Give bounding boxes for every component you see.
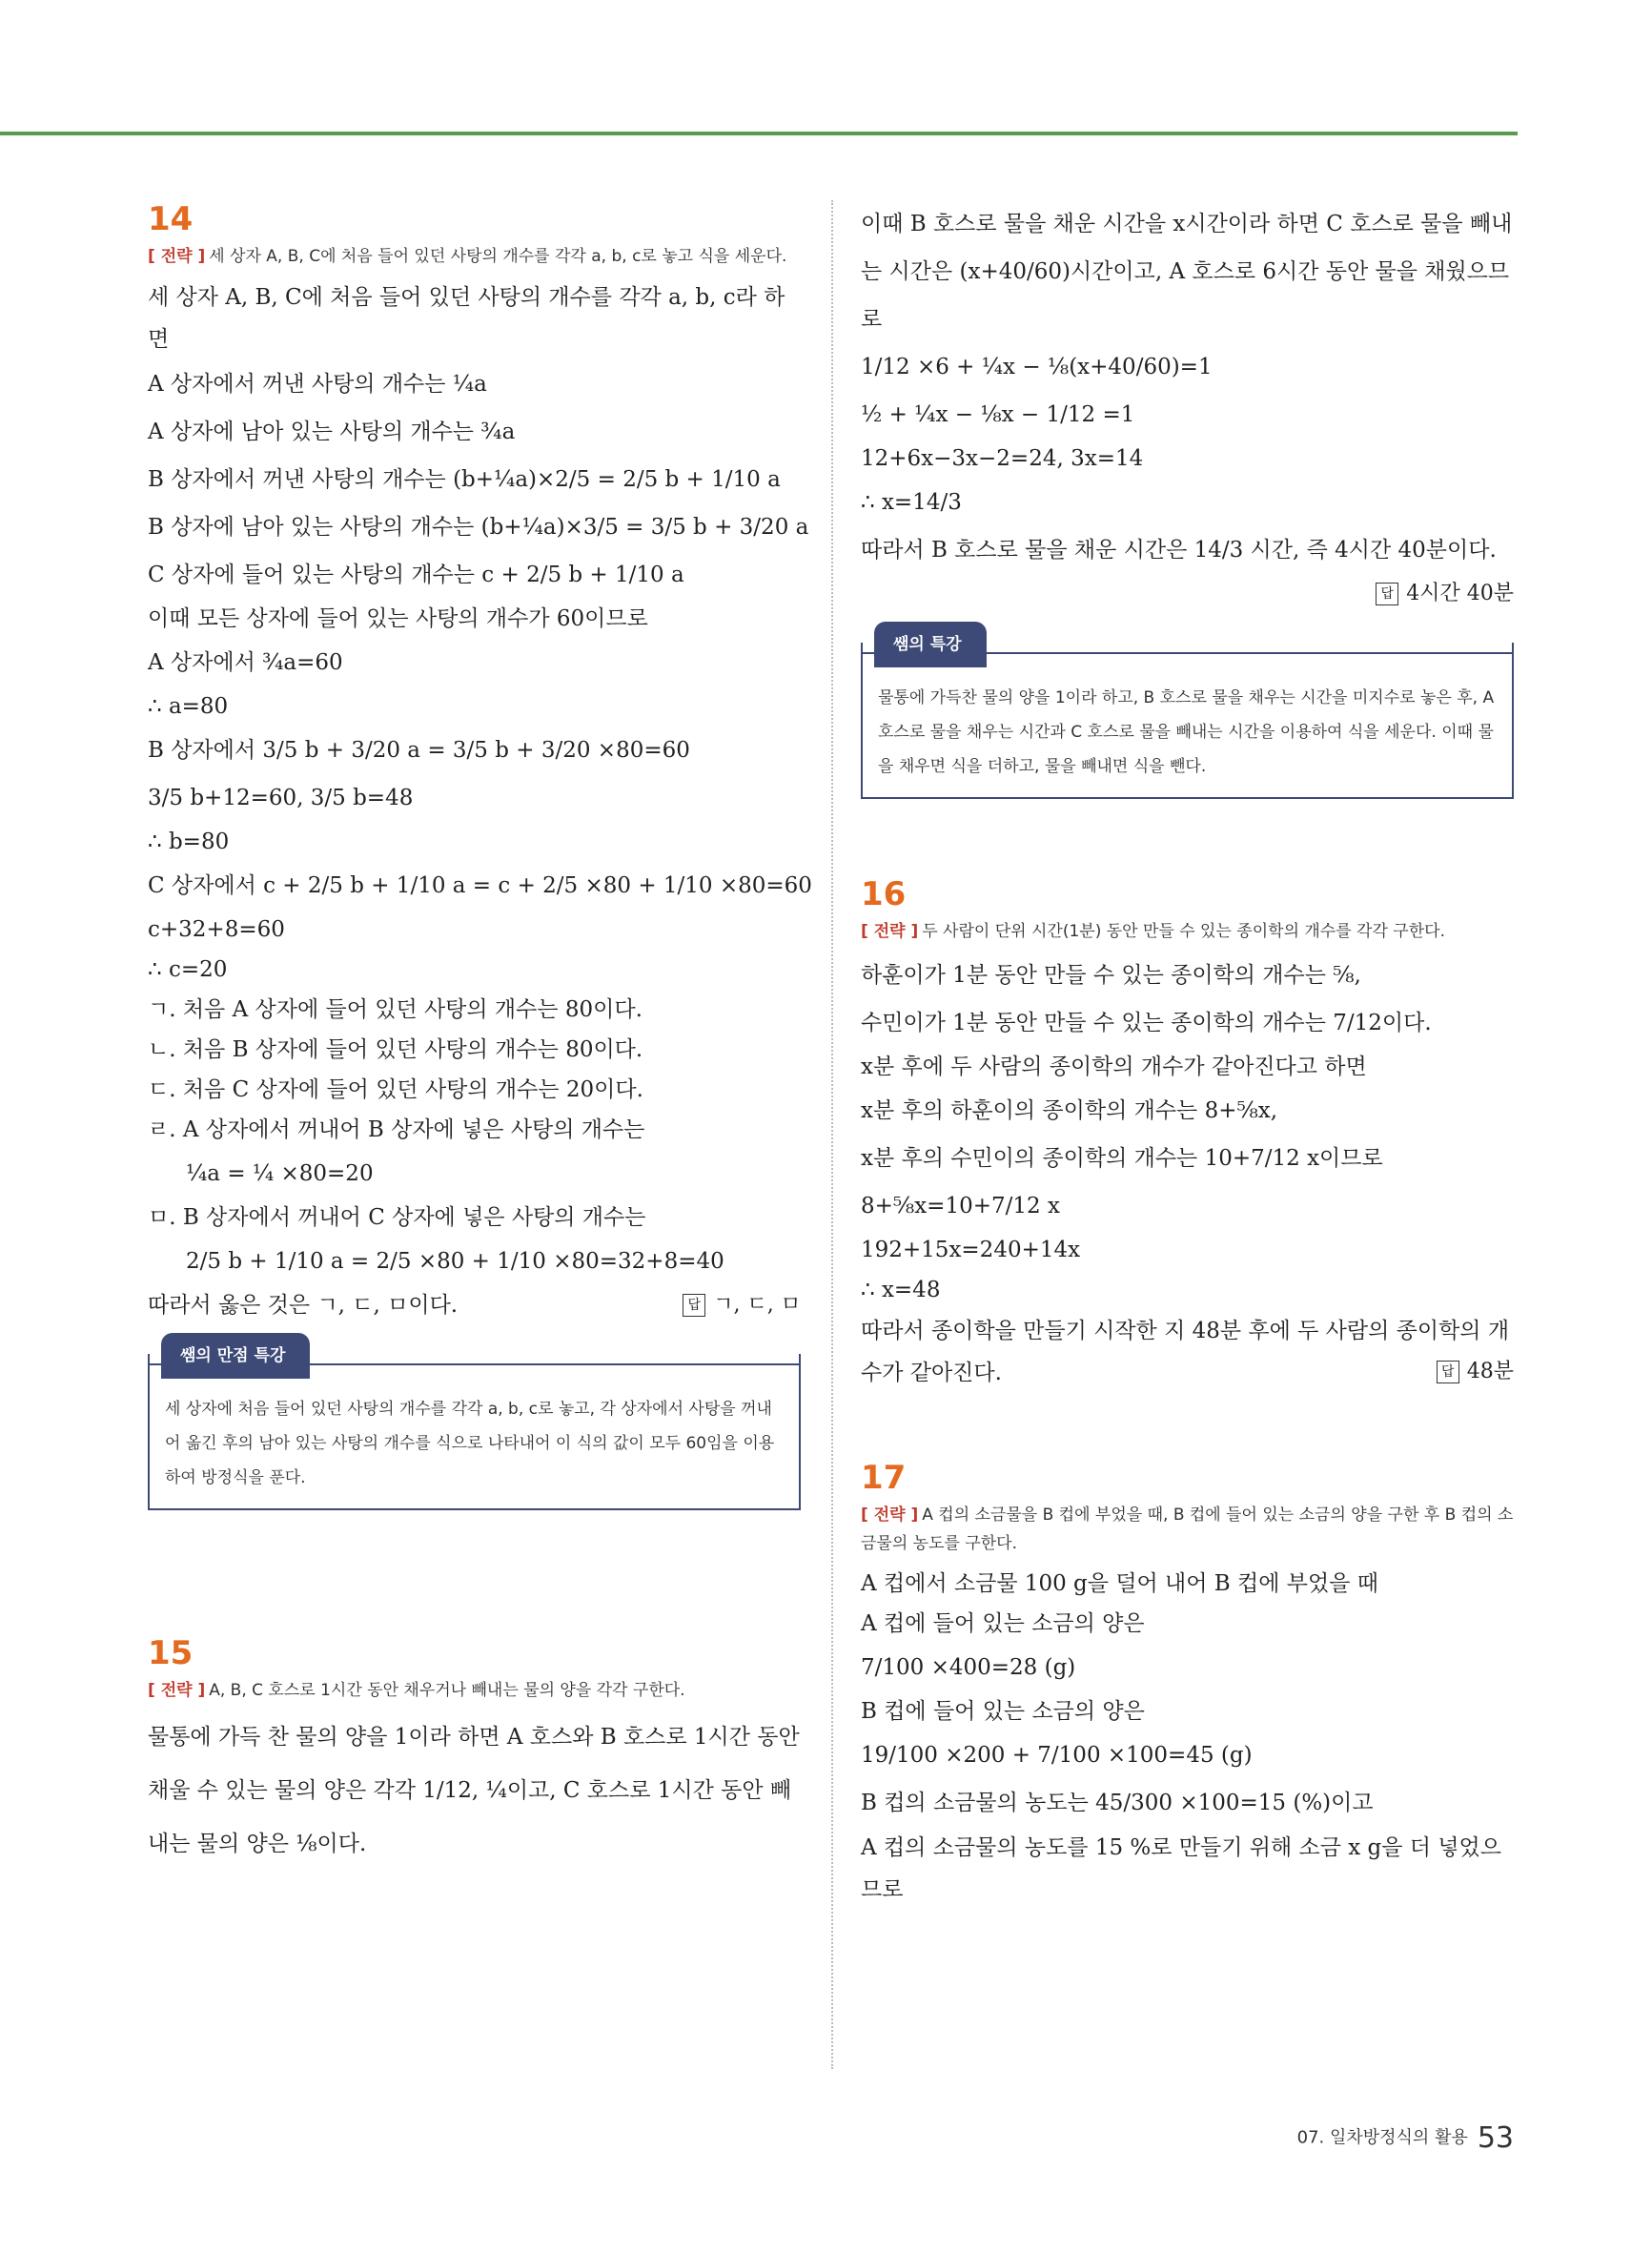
solution-line: ㄷ. 처음 C 상자에 들어 있던 사탕의 개수는 20이다.: [148, 1077, 643, 1102]
strategy-tag: [ 전략 ]: [148, 1681, 206, 1700]
solution-line: ∴ b=80: [148, 830, 230, 854]
solution-line: ㄱ. 처음 A 상자에 들어 있던 사탕의 개수는 80이다.: [148, 997, 642, 1022]
solution-line: ∴ c=20: [148, 957, 228, 982]
solution-line: ㄹ. A 상자에서 꺼내어 B 상자에 넣은 사탕의 개수는: [148, 1117, 645, 1142]
solution-line: A 상자에 남아 있는 사탕의 개수는 ¾a: [148, 420, 516, 444]
solution-line: ㄴ. 처음 B 상자에 들어 있던 사탕의 개수는 80이다.: [148, 1037, 643, 1062]
answer-mark-icon: 답: [1437, 1361, 1459, 1383]
solution-line: ∴ x=48: [861, 1278, 941, 1302]
solution-line: x분 후의 하훈이의 종이학의 개수는 8+⅝x,: [861, 1098, 1278, 1123]
answer-mark-icon: 답: [1376, 583, 1398, 605]
left-column: [148, 200, 812, 1871]
solution-line: 192+15x=240+14x: [861, 1238, 1081, 1262]
chapter-title: 07. 일차방정식의 활용: [1296, 2127, 1468, 2148]
answer: [683, 1285, 801, 1325]
right-column: [861, 200, 1514, 1911]
solution-line: ∴ x=14/3: [861, 490, 962, 515]
tip-box-title: 쌤의 만점 특강: [161, 1333, 310, 1379]
tip-box: [148, 1346, 801, 1510]
strategy-tag: [ 전략 ]: [861, 1505, 919, 1525]
solution-line: 이때 모든 상자에 들어 있는 사탕의 개수가 60이므로: [148, 606, 648, 631]
tip-box-text: 물통에 가득찬 물의 양을 1이라 하고, B 호스로 물을 채우는 시간을 미지수로 놓은 후, A 호스로 물을 채우는 시간과 C 호스로 물을 빼내는 시간을 이용하여 식을 세운다. 이때 물을 채우면 식을 더하고, 물을 빼내면 식을 뺀다.: [878, 688, 1495, 776]
conclusion-row: [148, 1285, 801, 1325]
tip-box-title: 쌤의 특강: [874, 622, 987, 667]
problem-number: 17: [861, 1459, 907, 1497]
solution-line: A 상자에서 ¾a=60: [148, 650, 343, 675]
solution-line: B 상자에서 3/5 b + 3/20 a = 3/5 b + 3/20 ×80=60: [148, 738, 690, 763]
solution-line: 따라서 옳은 것은 ㄱ, ㄷ, ㅁ이다.: [148, 1293, 459, 1318]
solution-line: 19/100 ×200 + 7/100 ×100=45 (g): [861, 1743, 1253, 1768]
solution-line: 7/100 ×400=28 (g): [861, 1655, 1076, 1680]
solution-line: B 상자에 남아 있는 사탕의 개수는 (b+¼a)×3/5 = 3/5 b + 3/20 a: [148, 515, 809, 540]
answer: [861, 574, 1514, 614]
strategy: [148, 1676, 801, 1705]
strategy-tag: [ 전략 ]: [861, 922, 919, 941]
strategy: [861, 1501, 1514, 1558]
solution-line: B 컵에 들어 있는 소금의 양은: [861, 1699, 1145, 1724]
solution-line: C 상자에서 c + 2/5 b + 1/10 a = c + 2/5 ×80 + 1/10 ×80=60: [148, 873, 812, 898]
solution-line: 물통에 가득 찬 물의 양을 1이라 하면 A 호스와 B 호스로 1시간 동안 채울 수 있는 물의 양은 각각 1/12, ¼이고, C 호스로 1시간 동안 빼내는 물의 양은 ⅛이다.: [148, 1725, 800, 1856]
solution-line: ½ + ¼x − ⅛x − 1/12 =1: [861, 402, 1135, 427]
solution-line: 따라서 B 호스로 물을 채운 시간은 14/3 시간, 즉 4시간 40분이다.: [861, 538, 1497, 563]
solution-line: 1/12 ×6 + ¼x − ⅛(x+40/60)=1: [861, 355, 1213, 379]
strategy-text: A 컵의 소금물을 B 컵에 부었을 때, B 컵에 들어 있는 소금의 양을 구한 후 B 컵의 소금물의 농도를 구한다.: [861, 1505, 1514, 1553]
solution-line: A 컵에서 소금물 100 g을 덜어 내어 B 컵에 부었을 때: [861, 1571, 1378, 1596]
solution-line: c+32+8=60: [148, 917, 285, 942]
solution-line: 세 상자 A, B, C에 처음 들어 있던 사탕의 개수를 각각 a, b, c라 하면: [148, 285, 785, 352]
solution-line: x분 후의 수민이의 종이학의 개수는 10+7/12 x이므로: [861, 1146, 1383, 1171]
solution-line: 수민이가 1분 동안 만들 수 있는 종이학의 개수는 7/12이다.: [861, 1011, 1432, 1035]
solution-line: 하훈이가 1분 동안 만들 수 있는 종이학의 개수는 ⅝,: [861, 963, 1361, 988]
solution-line: A 상자에서 꺼낸 사탕의 개수는 ¼a: [148, 372, 487, 397]
solution-line: 3/5 b+12=60, 3/5 b=48: [148, 786, 414, 810]
solution-line: A 컵에 들어 있는 소금의 양은: [861, 1611, 1145, 1636]
solution-line: ∴ a=80: [148, 694, 229, 719]
answer-text: 48분: [1466, 1360, 1514, 1383]
solution-line: B 상자에서 꺼낸 사탕의 개수는 (b+¼a)×2/5 = 2/5 b + 1/10 a: [148, 467, 781, 492]
strategy: [861, 917, 1514, 946]
strategy-tag: [ 전략 ]: [148, 247, 206, 266]
problem-number: 16: [861, 875, 907, 913]
answer-text: ㄱ, ㄷ, ㅁ: [713, 1293, 801, 1317]
problem-number: 14: [148, 200, 194, 238]
solution-line: 2/5 b + 1/10 a = 2/5 ×80 + 1/10 ×80=32+8=40: [186, 1249, 724, 1274]
solution-line: x분 후에 두 사람의 종이학의 개수가 같아진다고 하면: [861, 1055, 1367, 1079]
solution-line: B 컵의 소금물의 농도는 45/300 ×100=15 (%)이고: [861, 1791, 1374, 1815]
page-number: 53: [1477, 2121, 1514, 2155]
solution-line: A 컵의 소금물의 농도를 15 %로 만들기 위해 소금 x g을 더 넣었으므로: [861, 1835, 1501, 1902]
strategy-text: 두 사람이 단위 시간(1분) 동안 만들 수 있는 종이학의 개수를 각각 구한다.: [922, 922, 1445, 941]
problem-number: 15: [148, 1634, 194, 1672]
page-footer: [1297, 2121, 1514, 2155]
solution-line: 8+⅝x=10+7/12 x: [861, 1194, 1060, 1219]
solution-line: ㅁ. B 상자에서 꺼내어 C 상자에 넣은 사탕의 개수는: [148, 1205, 646, 1230]
solution-line: 이때 B 호스로 물을 채운 시간을 x시간이라 하면 C 호스로 물을 빼내는 시간은 (x+40/60)시간이고, A 호스로 6시간 동안 물을 채웠으므로: [861, 212, 1513, 332]
answer-mark-icon: 답: [683, 1294, 705, 1317]
column-divider: [831, 200, 833, 2069]
top-rule: [0, 132, 1518, 135]
strategy-text: 세 상자 A, B, C에 처음 들어 있던 사탕의 개수를 각각 a, b, c로 놓고 식을 세운다.: [209, 247, 787, 266]
solution-line: ¼a = ¼ ×80=20: [186, 1161, 374, 1186]
tip-box-text: 세 상자에 처음 들어 있던 사탕의 개수를 각각 a, b, c로 놓고, 각 상자에서 사탕을 꺼내어 옮긴 후의 남아 있는 사탕의 개수를 식으로 나타내어 이 식의 값이 모두 60임을 이용하여 방정식을 푼다.: [165, 1400, 775, 1487]
tip-box: [861, 635, 1514, 799]
solution-line: C 상자에 들어 있는 사탕의 개수는 c + 2/5 b + 1/10 a: [148, 563, 684, 587]
solution-line: 따라서 종이학을 만들기 시작한 지 48분 후에 두 사람의 종이학의 개수가 같아진다.: [861, 1319, 1510, 1385]
strategy-text: A, B, C 호스로 1시간 동안 채우거나 빼내는 물의 양을 각각 구한다.: [209, 1681, 685, 1700]
strategy: [148, 242, 801, 271]
solution-line: 12+6x−3x−2=24, 3x=14: [861, 446, 1144, 471]
answer-text: 4시간 40분: [1406, 582, 1514, 605]
